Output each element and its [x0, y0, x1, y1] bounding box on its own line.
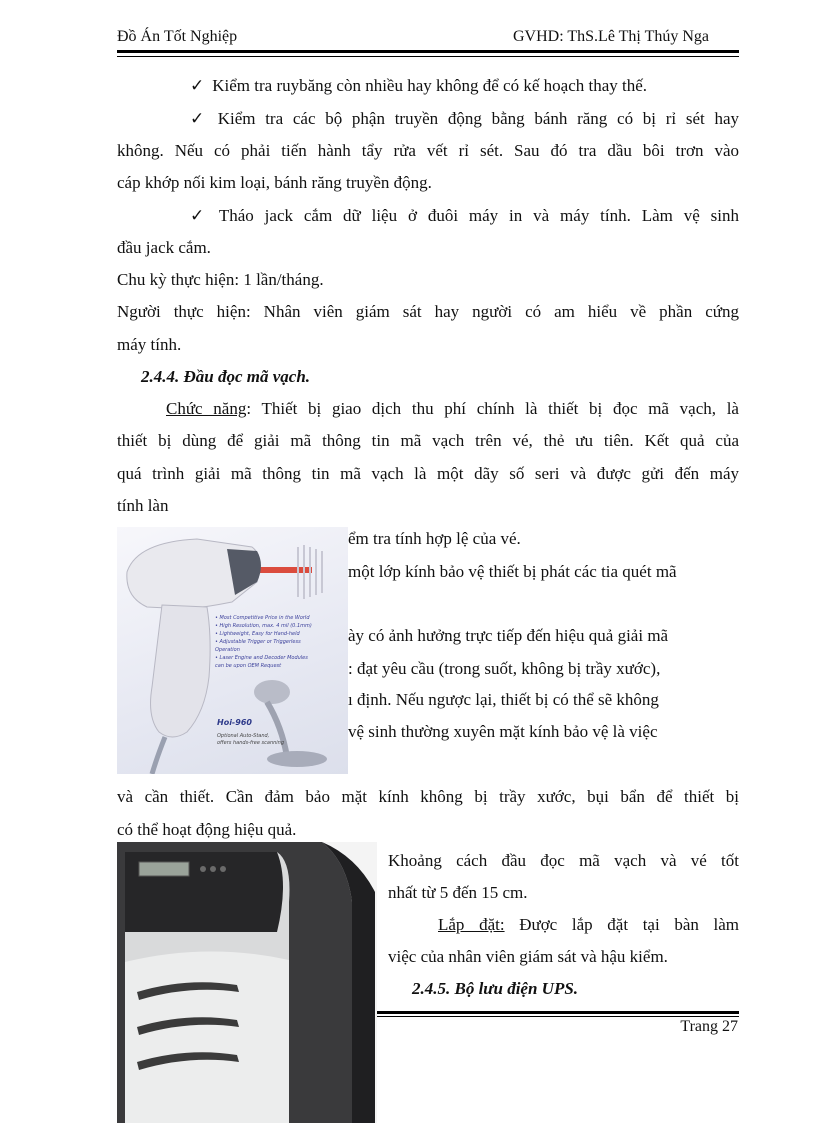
- laser-beams-icon: [257, 545, 323, 599]
- footer-rule-thin: [377, 1016, 739, 1017]
- feature-text: • Most Competitive Price in the World: [215, 615, 310, 621]
- bullet-item: ✓ Kiểm tra ruybăng còn nhiều hay không để có kế hoạch thay thế.: [190, 76, 648, 95]
- feature-text: • High Resolution, max. 4 mil (0.1mm): [215, 623, 312, 629]
- caption-text: offers hands-free scanning: [217, 740, 285, 746]
- paragraph-line: có thể hoạt động hiệu quả.: [117, 820, 297, 839]
- paragraph-line: Chức năng: Thiết bị giao dịch thu phí chính là thiết bị đọc mã vạch, là: [166, 399, 739, 418]
- feature-text: Operation: [215, 647, 240, 653]
- paragraph-line: ày có ảnh hưởng trực tiếp đến hiệu quả giải mã: [348, 626, 669, 645]
- section-heading: 2.4.4. Đầu đọc mã vạch.: [141, 367, 311, 386]
- checkmark-icon: ✓: [190, 109, 210, 128]
- feature-text: • Laser Engine and Decoder Modules: [215, 655, 308, 661]
- paragraph-line: tính làn: [117, 496, 169, 515]
- barcode-scanner-image: [117, 527, 348, 774]
- feature-text: • Adjustable Trigger or Triggerless: [215, 639, 301, 645]
- checkmark-icon: ✓: [190, 206, 211, 225]
- paragraph-line: Khoảng cách đầu đọc mã vạch và vé tốt: [388, 851, 739, 870]
- page-number: Trang 27: [680, 1018, 738, 1035]
- paragraph-line: và cần thiết. Cần đảm bảo mặt kính không bị trầy xước, bụi bẩn để thiết bị: [117, 787, 739, 806]
- paragraph-line: máy tính.: [117, 335, 182, 354]
- paragraph-line: Lắp đặt: Được lắp đặt tại bàn làm: [438, 915, 739, 934]
- checkmark-icon: ✓: [190, 76, 205, 95]
- bullet-item: ✓ Tháo jack cắm dữ liệu ở đuôi máy in và máy tính. Làm vệ sinh: [190, 206, 740, 225]
- header-advisor: GVHD: ThS.Lê Thị Thúy Nga: [513, 28, 709, 45]
- feature-text: can be upon OEM Request: [215, 663, 282, 669]
- paragraph-line: không. Nếu có phải tiến hành tẩy rửa vết rỉ sét. Sau đó tra dầu bôi trơn vào: [117, 141, 739, 160]
- feature-text: • Lightweight, Easy for Hand-held: [215, 631, 300, 637]
- paragraph-line: một lớp kính bảo vệ thiết bị phát các tia quét mã: [348, 562, 677, 581]
- ups-illustration: [117, 842, 377, 1123]
- paragraph-line: quá trình giải mã thông tin mã vạch là một dãy số seri và được gửi đến máy: [117, 464, 739, 483]
- paragraph-line: vệ sinh thường xuyên mặt kính bảo vệ là việc: [348, 722, 658, 741]
- header-title: Đồ Án Tốt Nghiệp: [117, 28, 238, 45]
- paragraph-line: thiết bị dùng để giải mã thông tin mã vạch trên vé, thẻ ưu tiên. Kết quả của: [117, 431, 739, 450]
- paragraph-line: đầu jack cắm.: [117, 238, 211, 257]
- cycle-text: Chu kỳ thực hiện: 1 lần/tháng.: [117, 270, 324, 289]
- scanner-illustration: [117, 527, 348, 774]
- paragraph-line: Người thực hiện: Nhân viên giám sát hay người có am hiểu về phần cứng: [117, 302, 739, 321]
- header-rule-thin: [117, 56, 739, 57]
- ups-image: [117, 842, 377, 1123]
- caption-text: Optional Auto-Stand,: [217, 733, 270, 739]
- section-heading: 2.4.5. Bộ lưu điện UPS.: [412, 979, 579, 998]
- footer-rule: [377, 1011, 739, 1014]
- paragraph-line: nhất từ 5 đến 15 cm.: [388, 883, 528, 902]
- header-rule: [117, 50, 739, 53]
- model-label: Hoi-960: [217, 718, 252, 727]
- paragraph-line: ểm tra tính hợp lệ của vé.: [348, 529, 521, 548]
- paragraph-line: ı định. Nếu ngược lại, thiết bị có thể sẽ không: [348, 690, 659, 709]
- bullet-item: ✓ Kiểm tra các bộ phận truyền động bằng bánh răng có bị rỉ sét hay: [190, 109, 739, 128]
- paragraph-line: việc của nhân viên giám sát và hậu kiểm.: [388, 947, 668, 966]
- paragraph-line: : đạt yêu cầu (trong suốt, không bị trầy xước),: [348, 659, 661, 678]
- paragraph-line: cáp khớp nối kim loại, bánh răng truyền động.: [117, 173, 432, 192]
